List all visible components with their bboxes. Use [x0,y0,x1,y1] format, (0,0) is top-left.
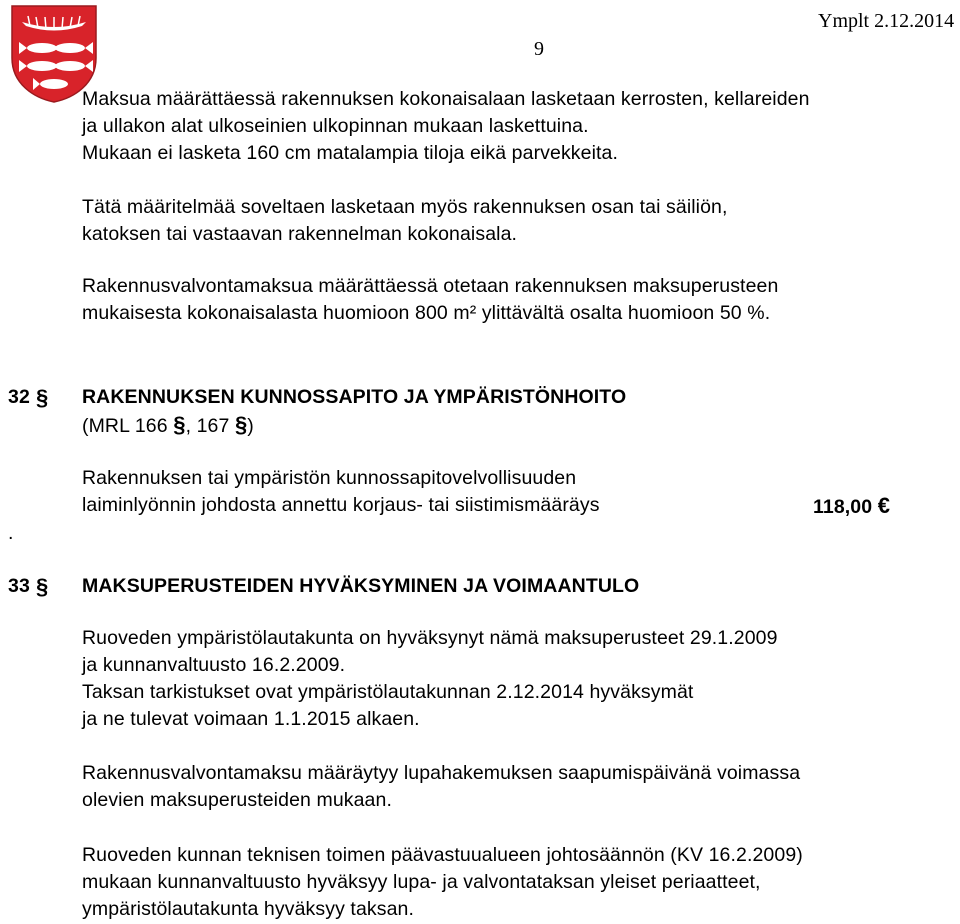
fee-item-description [82,465,600,519]
section-symbol: § [36,385,49,410]
subtitle-part: ) [247,415,254,437]
text-line: Maksua määrättäessä rakennuksen kokonaisalaan lasketaan kerrosten, kellareiden [82,88,810,110]
section-32-subtitle [82,411,254,440]
section-33-paragraph-2 [82,760,800,814]
stray-dot: . [8,522,14,544]
intro-paragraph-1 [82,86,810,167]
text-line: olevien maksuperusteiden mukaan. [82,789,392,811]
text-line: Ruoveden ympäristölautakunta on hyväksynyt nämä maksuperusteet 29.1.2009 [82,627,778,649]
page-number: 9 [534,38,544,60]
text-line: mukaisesta kokonaisalasta huomioon 800 m² ylittävältä osalta huomioon 50 %. [82,302,771,324]
text-line: ja ullakon alat ulkoseinien ulkopinnan mukaan laskettuina. [82,115,589,137]
price-value: 118,00 [813,496,873,518]
text-line: ja ne tulevat voimaan 1.1.2015 alkaen. [82,708,420,730]
section-symbol: § [234,412,248,437]
subtitle-part: (MRL 166 [82,415,174,437]
subtitle-part: , 167 [185,415,235,437]
text-line: laiminlyönnin johdosta annettu korjaus- tai siistimismääräys [82,494,600,516]
section-33-paragraph-1 [82,625,778,733]
section-32-number: 32 [8,386,30,408]
text-line: Mukaan ei lasketa 160 cm matalampia tiloja eikä parvekkeita. [82,142,619,164]
text-line: Ruoveden kunnan teknisen toimen päävastuualueen johtosäännön (KV 16.2.2009) [82,844,803,866]
section-32-title: RAKENNUKSEN KUNNOSSAPITO JA YMPÄRISTÖNHOITO [82,386,627,408]
text-line: Rakennusvalvontamaksua määrättäessä otetaan rakennuksen maksuperusteen [82,275,779,297]
text-line: Rakennuksen tai ympäristön kunnossapitovelvollisuuden [82,467,577,489]
section-33-title: MAKSUPERUSTEIDEN HYVÄKSYMINEN JA VOIMAANTULO [82,575,640,597]
intro-paragraph-3 [82,273,778,327]
text-line: Taksan tarkistukset ovat ympäristölautakunnan 2.12.2014 hyväksymät [82,681,694,703]
section-symbol: § [173,412,186,437]
text-line: Tätä määritelmää soveltaen lasketaan myös rakennuksen osan tai säiliön, [82,196,728,218]
euro-sign: € [877,493,891,518]
section-33-number: 33 [8,575,30,597]
section-33-paragraph-3 [82,842,803,923]
text-line: Rakennusvalvontamaksu määräytyy lupahakemuksen saapumispäivänä voimassa [82,762,801,784]
fee-price [813,492,890,521]
text-line: ja kunnanvaltuusto 16.2.2009. [82,654,346,676]
document-reference: Ymplt 2.12.2014 [818,10,955,32]
text-line: ympäristölautakunta hyväksyy taksan. [82,898,415,920]
text-line: mukaan kunnanvaltuusto hyväksyy lupa- ja valvontataksan yleiset periaatteet, [82,871,761,893]
text-line: katoksen tai vastaavan rakennelman kokonaisala. [82,223,518,245]
intro-paragraph-2 [82,194,728,248]
section-symbol: § [36,574,49,599]
